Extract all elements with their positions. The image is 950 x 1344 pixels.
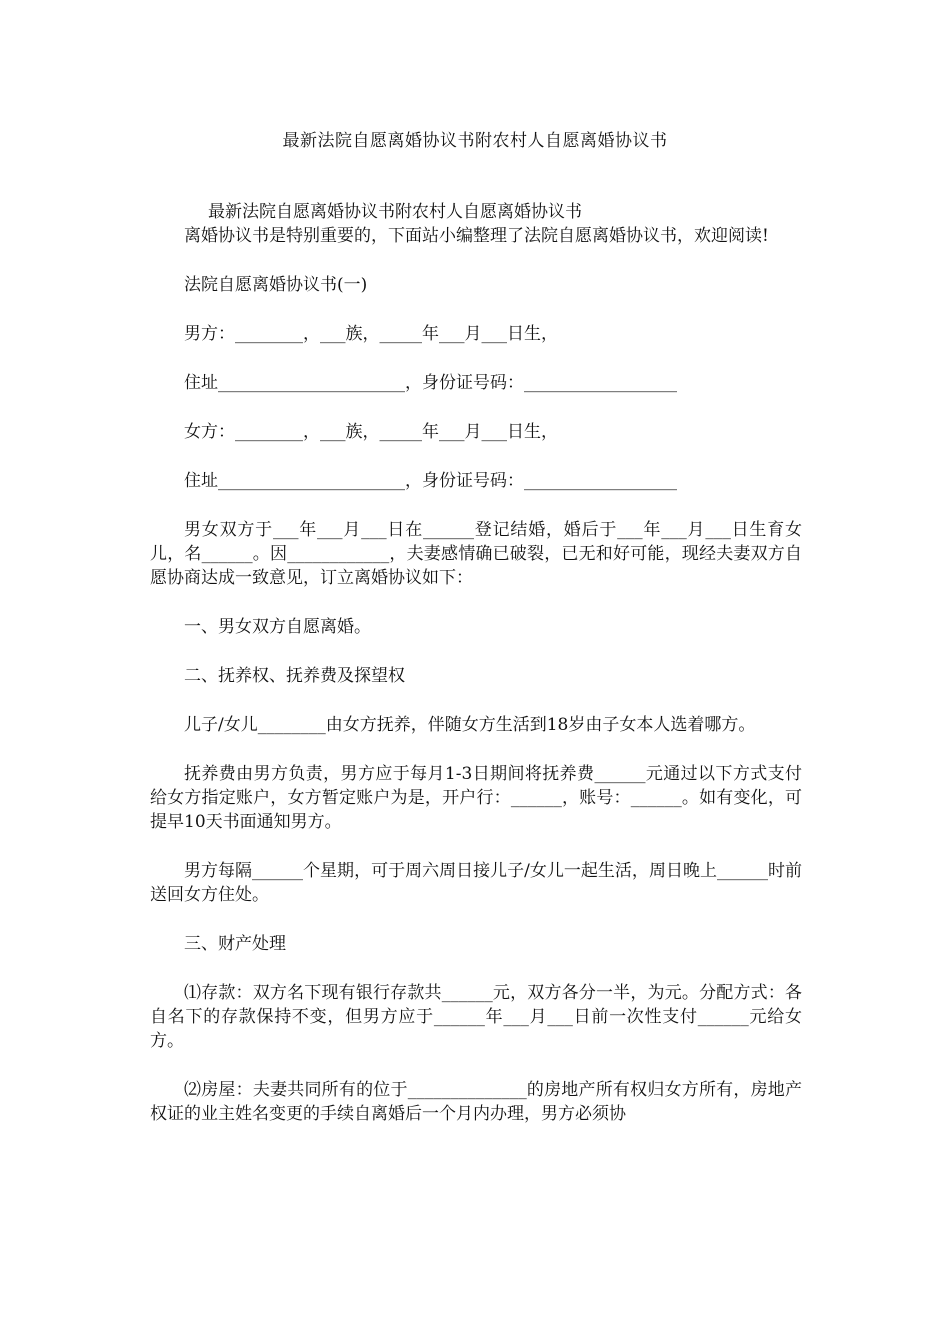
woman-info-line: 女方：________，___族，_____年___月___日生， xyxy=(184,422,558,442)
man-address-line: 住址______________________，身份证号码：__________________ xyxy=(184,373,677,393)
house-paragraph: ⑵房屋：夫妻共同所有的位于______________的房地产所有权归女方所有，房地产权证的业主姓名变更的手续自离婚后一个月内办理，男方必须协 xyxy=(150,1080,802,1124)
man-info-line: 男方：________，___族，_____年___月___日生， xyxy=(184,324,558,344)
intro-paragraph: 离婚协议书是特别重要的，下面站小编整理了法院自愿离婚协议书，欢迎阅读! xyxy=(184,226,769,246)
woman-address-line: 住址______________________，身份证号码：__________________ xyxy=(184,471,677,491)
deposit-paragraph: ⑴存款：双方名下现有银行存款共______元，双方各分一半，为元。分配方式：各自名下的存款保持不变，但男方应于______年___月___日前一次性支付______元给女方。 xyxy=(150,983,802,1051)
support-paragraph: 抚养费由男方负责，男方应于每月1-3日期间将抚养费______元通过以下方式支付给女方指定账户，女方暂定账户为是，开户行：______，账号：______。如有变化，可提早10天书面通知男方。 xyxy=(150,764,802,832)
section-heading: 法院自愿离婚协议书(一) xyxy=(184,275,368,295)
custody-paragraph: 儿子/女儿________由女方抚养，伴随女方生活到18岁由子女本人选着哪方。 xyxy=(184,715,756,735)
document-body xyxy=(150,200,802,1126)
visit-paragraph: 男方每隔______个星期，可于周六周日接儿子/女儿一起生活，周日晚上______时前送回女方住处。 xyxy=(150,861,802,905)
clause-3: 三、财产处理 xyxy=(184,934,286,954)
clause-1: 一、男女双方自愿离婚。 xyxy=(184,617,371,637)
document-title: 最新法院自愿离婚协议书附农村人自愿离婚协议书 xyxy=(282,131,668,151)
document-subtitle: 最新法院自愿离婚协议书附农村人自愿离婚协议书 xyxy=(208,202,582,222)
clause-2: 二、抚养权、抚养费及探望权 xyxy=(184,666,405,686)
marriage-paragraph: 男女双方于___年___月___日在______登记结婚，婚后于___年___月___日生育女儿，名______。因____________，夫妻感情确已破裂，已无和好可能，现经夫妻双方自愿协商达成一致意见，订立离婚协议如下： xyxy=(150,520,802,588)
